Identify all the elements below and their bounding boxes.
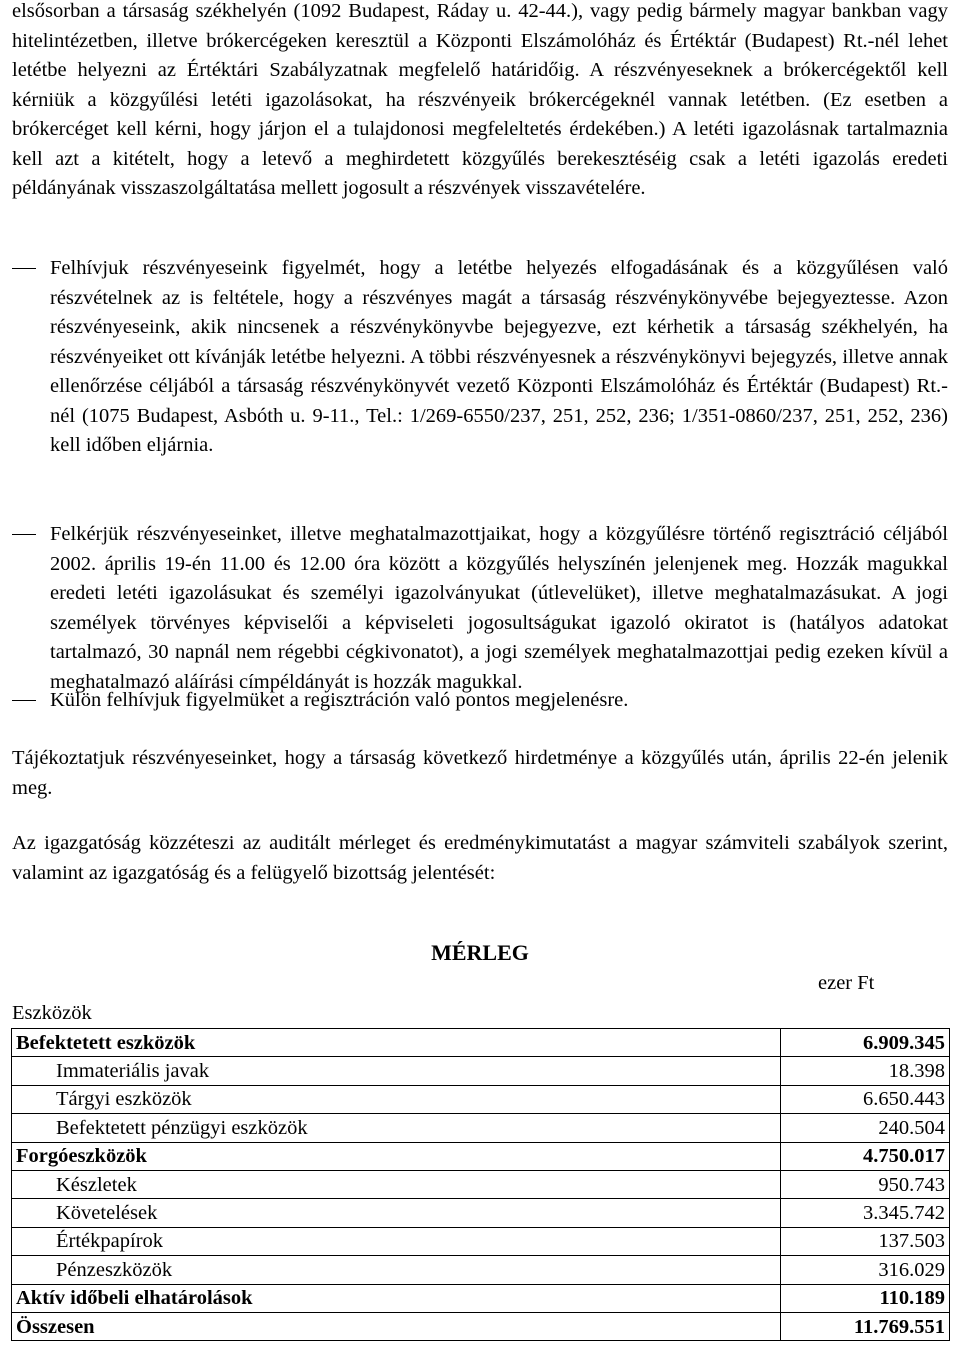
paragraph-board-publication: Az igazgatóság közzéteszi az auditált mérleget és eredménykimutatást a magyar számviteli szabályok szerint, valamint az igazgatóság és a felügyelő bizottság jelentését: (12, 832, 948, 884)
balance-sheet-table (11, 1028, 950, 1341)
table-row (12, 1114, 950, 1142)
balance-sheet-title: MÉRLEG (431, 940, 529, 965)
row-label: Értékpapírok (12, 1227, 781, 1255)
row-value: 4.750.017 (781, 1142, 950, 1170)
row-value: 3.345.742 (781, 1199, 950, 1227)
table-caption: Eszközök (12, 1002, 92, 1024)
bullet-text: Felhívjuk részvényeseink figyelmét, hogy a letétbe helyezés elfogadásának és a közgyűlésen való részvételnek az is feltétele, hogy a részvényes magát a társaság részvénykönyvébe bejegyeztesse. Azon részvényeseink, akik nincsenek a részvénykönyvbe bejegyezve, ezt kérhetik a társaság székhelyén, ha részvényeiket ott kívánják letétbe helyezni. A többi részvényesnek a részvénykönyvi bejegyzés, illetve annak ellenőrzése céljából a társaság részvénykönyvét vezető Központi Elszámolóház és Értéktár (Budapest) Rt.-nél (1075 Budapest, Asbóth u. 9-11., Tel.: 1/269-6550/237, 251, 252, 236; 1/351-0860/237, 251, 252, 236) kell időben eljárnia. (50, 257, 948, 456)
row-value: 240.504 (781, 1114, 950, 1142)
row-value: 18.398 (781, 1057, 950, 1085)
paragraph-next-announcement: Tájékoztatjuk részvényeseinket, hogy a társaság következő hirdetménye a közgyűlés után, április 22-én jelenik meg. (12, 747, 948, 799)
table-row (12, 1057, 950, 1085)
row-value: 6.909.345 (781, 1029, 950, 1057)
row-value: 6.650.443 (781, 1085, 950, 1113)
table-row (12, 1170, 950, 1198)
bullet-item-share-register (12, 254, 948, 461)
table-row (12, 1029, 950, 1057)
row-label: Pénzeszközök (12, 1256, 781, 1284)
table-row (12, 1256, 950, 1284)
bullet-item-registration (12, 520, 948, 697)
table-row (12, 1312, 950, 1340)
dash-bullet-icon (12, 700, 36, 701)
paragraph-deposit-info: elsősorban a társaság székhelyén (1092 Budapest, Ráday u. 42-44.), vagy pedig bármely magyar bankban vagy hitelintézetben, illetve brókercégeken keresztül a Központi Elszámolóház és Értéktár (Budapest) Rt.-nél lehet letétbe helyezni az Értéktári Szabályzatnak megfelelő határidőig. A részvényeseknek a brókercégektől kell kérniük a közgyűlési letéti igazolásokat, ha részvényeik brókercégeknél vannak letétben. (Ez esetben a brókercéget kell kérni, hogy járjon el a tulajdonosi megfeleltetés érdekében.) A letéti igazolásnak tartalmaznia kell azt a kitételt, hogy a letevő a meghirdetett közgyűlés berekesztéséig csak a letéti igazolás eredeti példányának visszaszolgáltatása mellett jogosult a részvények visszavételére. (12, 0, 948, 199)
row-label: Tárgyi eszközök (12, 1085, 781, 1113)
bullet-text: Külön felhívjuk figyelmüket a regisztráción való pontos megjelenésre. (50, 689, 629, 711)
unit-label: ezer Ft (818, 972, 875, 994)
row-label: Forgóeszközök (12, 1142, 781, 1170)
dash-bullet-icon (12, 534, 36, 535)
row-label: Befektetett pénzügyi eszközök (12, 1114, 781, 1142)
bullet-text: Felkérjük részvényeseinket, illetve meghatalmazottjaikat, hogy a közgyűlésre történő regisztráció céljából 2002. április 19-én 11.00 és 12.00 óra között a közgyűlés helyszínén jelenjenek meg. Hozzák magukkal eredeti letéti igazolásukat és személyi igazolványukat (útlevelüket), illetve meghatalmazásukat. A jogi személyek törvényes képviselői a képviseleti jogosultságukat igazoló okiratot is (hatályos adatokat tartalmazó, 30 napnál nem régebbi cégkivonatot), a jogi személyek meghatalmazottjai pedig ezeken kívül a meghatalmazó aláírási címpéldányát is hozzák magukkal. (50, 523, 948, 693)
table-row (12, 1227, 950, 1255)
table-row (12, 1284, 950, 1312)
table-row (12, 1085, 950, 1113)
dash-bullet-icon (12, 268, 36, 269)
row-label: Készletek (12, 1170, 781, 1198)
row-value: 950.743 (781, 1170, 950, 1198)
row-value: 137.503 (781, 1227, 950, 1255)
bullet-item-punctuality (12, 686, 948, 716)
row-value: 110.189 (781, 1284, 950, 1312)
row-label: Követelések (12, 1199, 781, 1227)
row-label: Immateriális javak (12, 1057, 781, 1085)
table-row (12, 1142, 950, 1170)
row-label: Befektetett eszközök (12, 1029, 781, 1057)
row-value: 316.029 (781, 1256, 950, 1284)
row-label: Aktív időbeli elhatárolások (12, 1284, 781, 1312)
row-value: 11.769.551 (781, 1312, 950, 1340)
row-label: Összesen (12, 1312, 781, 1340)
table-row (12, 1199, 950, 1227)
